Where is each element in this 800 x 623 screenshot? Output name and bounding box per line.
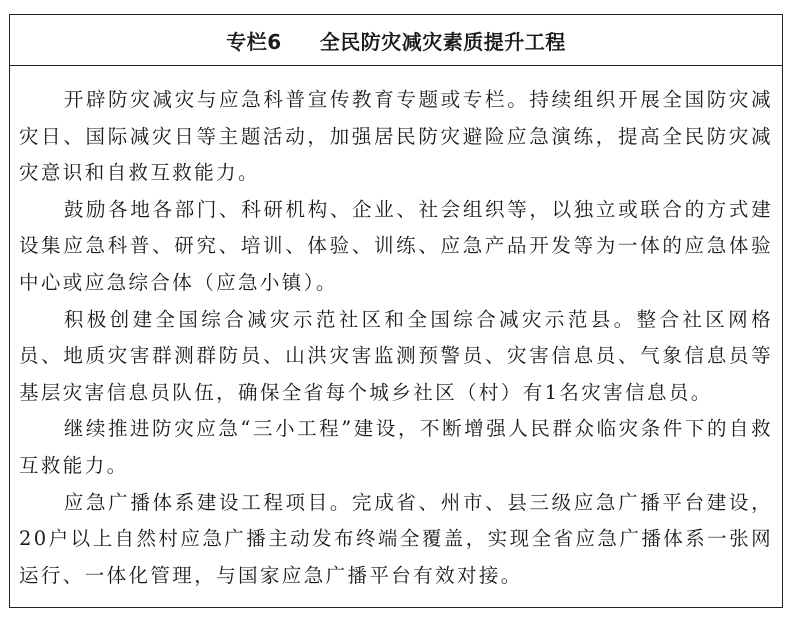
paragraph-experience-center: 鼓励各地各部门、科研机构、企业、社会组织等，以独立或联合的方式建设集应急科普、研究、培训、体验、训练、应急产品开发等为一体的应急体验中心或应急综合体（应急小镇）。 bbox=[19, 197, 773, 294]
box-title: 全民防灾减灾素质提升工程 bbox=[319, 29, 566, 54]
paragraph-emergency-broadcast: 应急广播体系建设工程项目。完成省、州市、县三级应急广播平台建设，20户以上自然村应急广播主动发布终端全覆盖，实现全省应急广播体系一张网运行、一体化管理，与国家应急广播平台有效对接。 bbox=[19, 490, 773, 587]
paragraph-publicity: 开辟防灾减灾与应急科普宣传教育专题或专栏。持续组织开展全国防灾减灾日、国际减灾日等主题活动，加强居民防灾避险应急演练，提高全民防灾减灾意识和自救互救能力。 bbox=[19, 88, 773, 185]
box-header bbox=[10, 15, 782, 66]
paragraph-three-small-projects: 继续推进防灾应急“三小工程”建设，不断增强人民群众临灾条件下的自救互救能力。 bbox=[19, 417, 773, 477]
feature-box bbox=[9, 14, 783, 608]
paragraph-demonstration: 积极创建全国综合减灾示范社区和全国综合减灾示范县。整合社区网格员、地质灾害群测群防员、山洪灾害监测预警员、灾害信息员、气象信息员等基层灾害信息员队伍，确保全省每个城乡社区（村）有1名灾害信息员。 bbox=[19, 307, 773, 404]
box-content bbox=[10, 66, 782, 594]
box-label: 专栏6 bbox=[226, 29, 282, 54]
